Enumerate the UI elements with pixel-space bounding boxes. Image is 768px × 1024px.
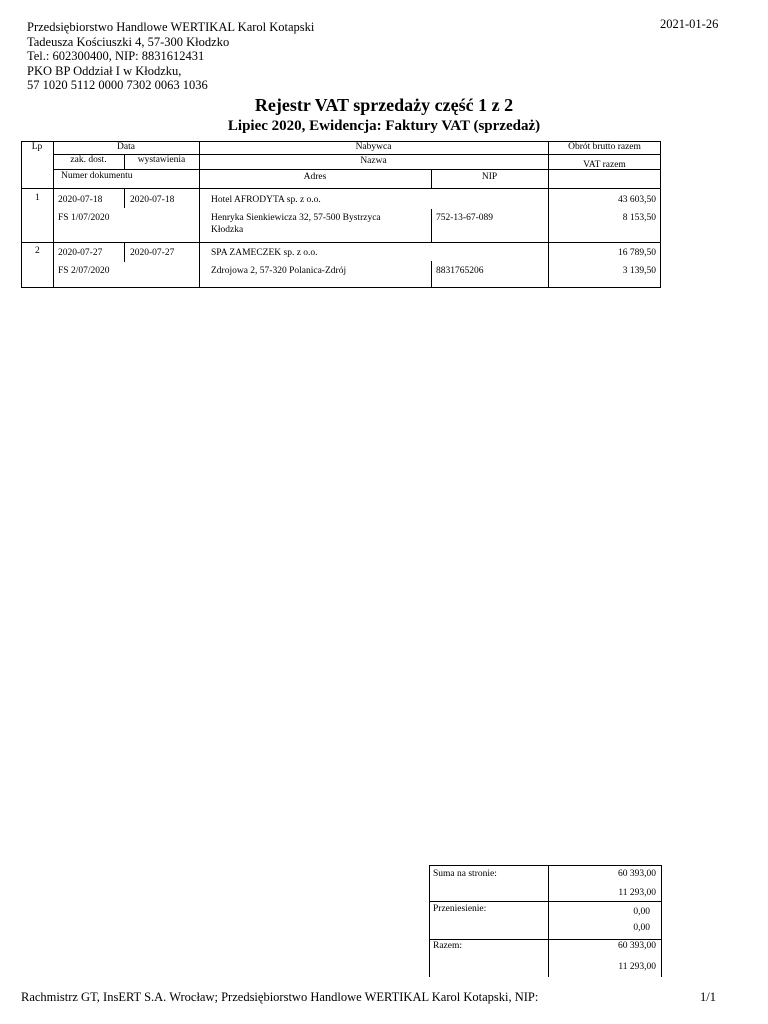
- col-nabywca: Nabywca: [355, 142, 392, 152]
- razem-obrot: 60 393,00: [618, 941, 656, 951]
- row-vat: 8 153,50: [622, 213, 656, 223]
- page-subtitle: Lipiec 2020, Ewidencja: Faktury VAT (sprzedaż): [227, 118, 541, 134]
- page-title: Rejestr VAT sprzedaży część 1 z 2: [254, 95, 514, 115]
- row-adres-line1: Henryka Sienkiewicza 32, 57-500 Bystrzyca: [211, 213, 381, 223]
- row-wystawienia: 2020-07-18: [130, 195, 175, 205]
- row-lp: 2: [35, 246, 40, 256]
- col-zak-dost: zak. dost.: [70, 155, 107, 165]
- row-nazwa: Hotel AFRODYTA sp. z o.o.: [211, 195, 321, 205]
- row-nazwa: SPA ZAMECZEK sp. z o.o.: [211, 248, 318, 258]
- row-nip: 8831765206: [436, 266, 484, 276]
- row-wystawienia: 2020-07-27: [130, 248, 175, 258]
- przeniesienie-label: Przeniesienie:: [433, 904, 487, 914]
- przeniesienie-vat: 0,00: [633, 923, 650, 933]
- row-obrot: 43 603,50: [618, 195, 656, 205]
- col-nip: NIP: [481, 172, 498, 182]
- row-obrot: 16 789,50: [618, 248, 656, 258]
- company-contact: Tel.: 602300400, NIP: 8831612431: [27, 49, 205, 64]
- row-zak-dost: 2020-07-27: [58, 248, 103, 258]
- row-numer: FS 2/07/2020: [58, 266, 110, 276]
- col-vat: VAT razem: [583, 160, 626, 170]
- col-obrot: Obrót brutto razem: [568, 142, 641, 152]
- col-adres: Adres: [303, 172, 327, 182]
- row-lp: 1: [35, 193, 40, 203]
- page-number: 1/1: [700, 990, 716, 1004]
- suma-obrot: 60 393,00: [618, 869, 656, 879]
- row-numer: FS 1/07/2020: [58, 213, 110, 223]
- row-vat: 3 139,50: [622, 266, 656, 276]
- col-data: Data: [117, 142, 135, 152]
- footer-text: Rachmistrz GT, InsERT S.A. Wrocław; Przedsiębiorstwo Handlowe WERTIKAL Karol Kotapski, NIP:: [21, 990, 539, 1004]
- row-zak-dost: 2020-07-18: [58, 195, 103, 205]
- company-address: Tadeusza Kościuszki 4, 57-300 Kłodzko: [27, 34, 230, 49]
- row-nip: 752-13-67-089: [436, 213, 493, 223]
- col-wystawienia: wystawienia: [137, 155, 186, 165]
- company-info: [27, 20, 314, 93]
- print-date: 2021-01-26: [660, 17, 719, 31]
- company-name: Przedsiębiorstwo Handlowe WERTIKAL Karol Kotapski: [27, 20, 315, 34]
- razem-vat: 11 293,00: [618, 962, 656, 972]
- razem-label: Razem:: [433, 941, 463, 951]
- row-adres-line2: Kłodzka: [211, 225, 244, 235]
- col-nazwa: Nazwa: [360, 156, 387, 166]
- company-bank: PKO BP Oddział I w Kłodzku,: [27, 63, 182, 78]
- suma-label: Suma na stronie:: [433, 869, 497, 879]
- col-numer-dokumentu: Numer dokumentu: [61, 171, 133, 181]
- company-account: 57 1020 5112 0000 7302 0063 1036: [27, 78, 208, 93]
- przeniesienie-obrot: 0,00: [633, 907, 650, 917]
- col-lp: Lp: [31, 142, 43, 152]
- row-adres-line1: Zdrojowa 2, 57-320 Polanica-Zdrój: [211, 266, 347, 276]
- suma-vat: 11 293,00: [618, 888, 656, 898]
